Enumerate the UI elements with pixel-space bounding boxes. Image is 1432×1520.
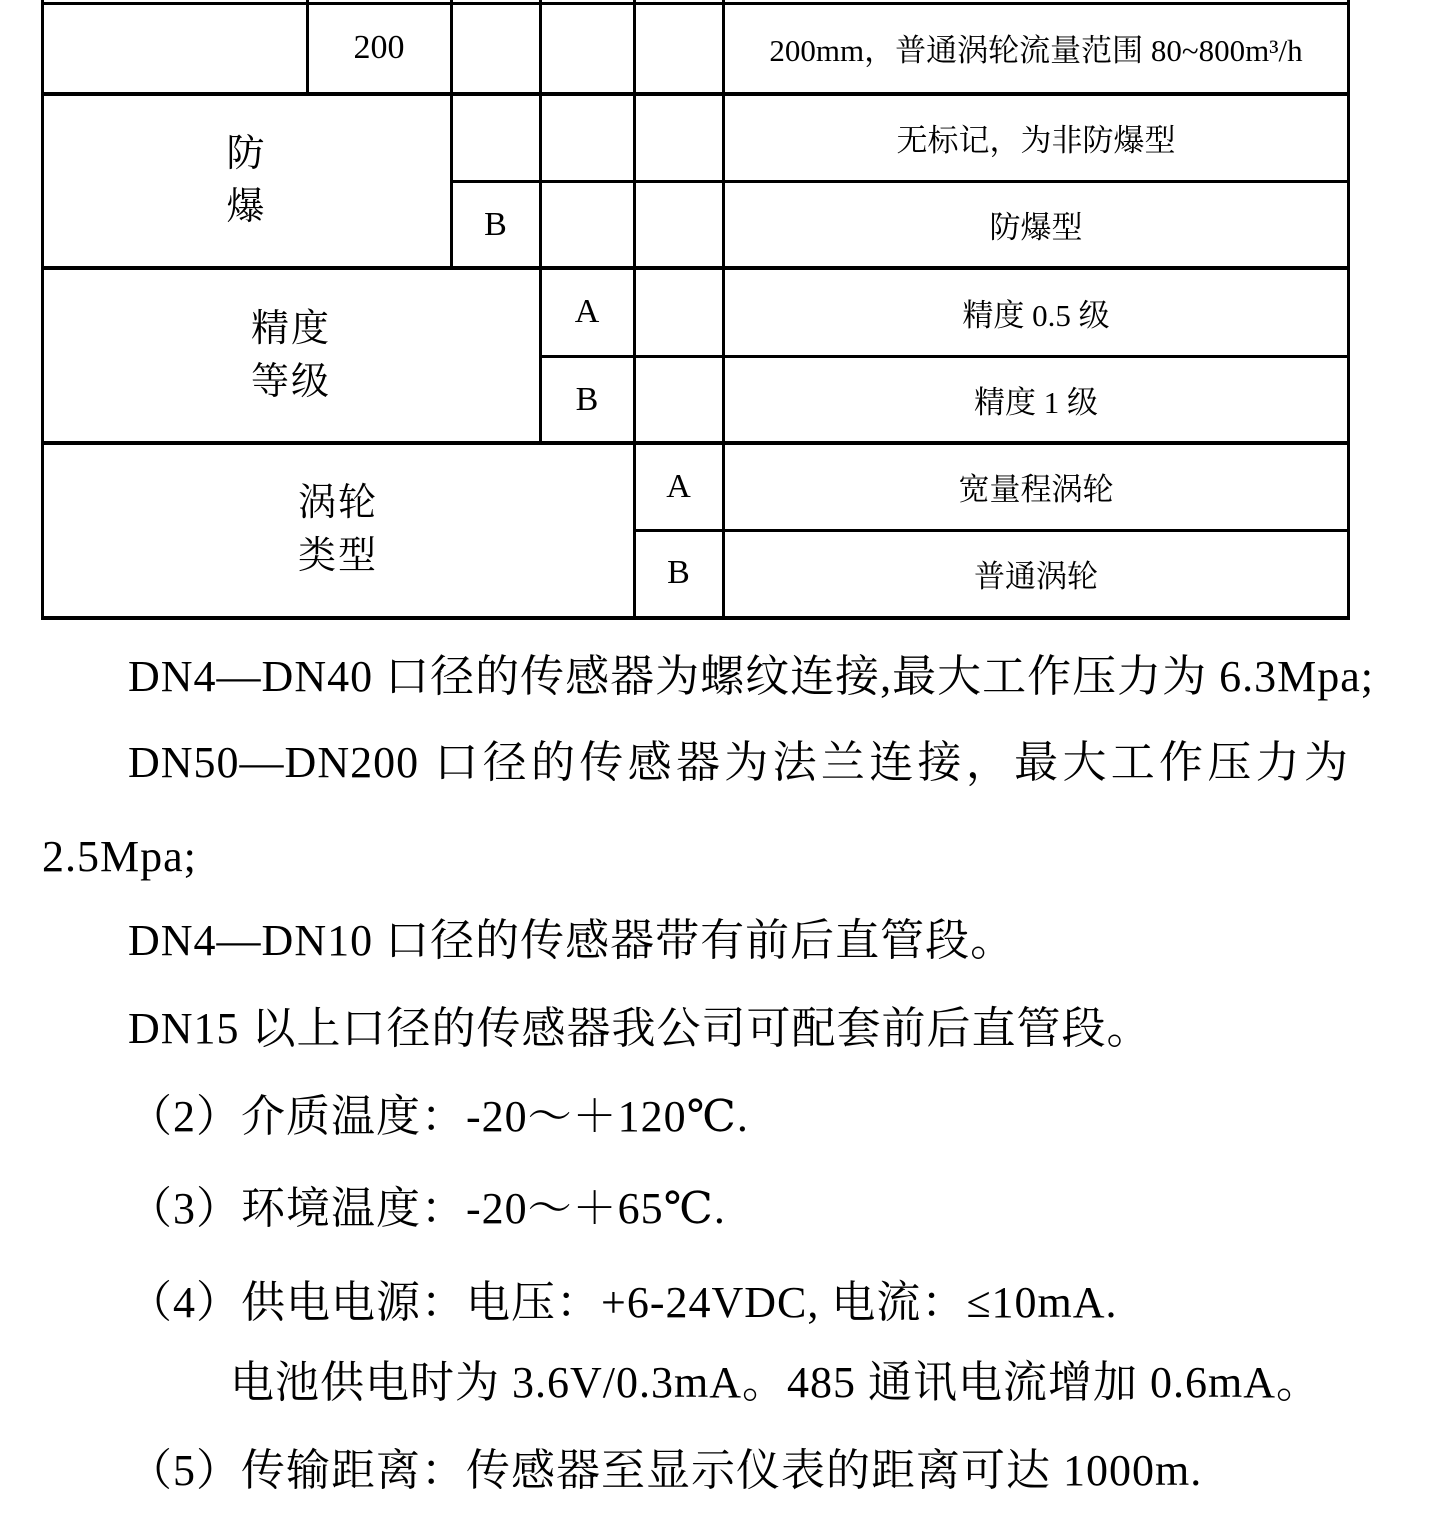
- paragraph-line: （5）传输距离：传感器至显示仪表的距离可达 1000m.: [128, 1446, 1203, 1495]
- group-label-line: 精度: [250, 307, 331, 350]
- option-code-cell: B: [484, 205, 507, 243]
- paragraph-line: 电池供电时为 3.6V/0.3mA。485 通讯电流增加 0.6mA。: [230, 1358, 1321, 1407]
- option-code-cell: A: [666, 467, 691, 505]
- option-desc-cell: 精度 0.5 级: [962, 297, 1110, 333]
- paragraph-line: 2.5Mpa;: [42, 832, 197, 881]
- option-desc-cell: 宽量程涡轮: [958, 472, 1114, 507]
- group-label-line: 涡轮: [297, 481, 378, 524]
- option-code-cell: B: [575, 380, 599, 418]
- group-label-line: 类型: [297, 534, 378, 577]
- option-desc-cell: 防爆型: [989, 210, 1083, 245]
- group-label-line: 爆: [226, 185, 267, 228]
- group-label-explosion-proof: [42, 93, 451, 268]
- paragraph-line: DN15 以上口径的传感器我公司可配套前后直管段。: [128, 1004, 1152, 1053]
- option-code-cell: B: [667, 554, 690, 591]
- paragraph-line: （4）供电电源：电压：+6-24VDC, 电流：≤10mA.: [128, 1278, 1118, 1327]
- option-code-cell: [451, 93, 540, 181]
- paragraph-line: （3）环境温度：-20～＋65℃.: [128, 1184, 726, 1233]
- paragraph-line: （2）介质温度：-20～＋120℃.: [128, 1092, 749, 1141]
- group-label-line: 防: [226, 132, 267, 175]
- option-code-cell: A: [574, 293, 600, 330]
- size-desc-cell: 200mm，普通涡轮流量范围 80~800m³/h: [769, 33, 1303, 68]
- size-code-cell: 200: [353, 28, 405, 66]
- group-label-turbine-type: [42, 443, 634, 616]
- paragraph-line: DN50—DN200 口径的传感器为法兰连接，最大工作压力为: [128, 738, 1349, 787]
- option-desc-cell: 无标记，为非防爆型: [896, 122, 1176, 158]
- table-border-line: [41, 616, 1350, 620]
- option-desc-cell: 精度 1 级: [974, 385, 1098, 420]
- group-label-accuracy-class: [42, 268, 540, 443]
- paragraph-line: DN4—DN10 口径的传感器带有前后直管段。: [128, 916, 1016, 965]
- option-desc-cell: 普通涡轮: [974, 558, 1098, 594]
- group-label-line: 等级: [250, 360, 331, 403]
- paragraph-line: DN4—DN40 口径的传感器为螺纹连接,最大工作压力为 6.3Mpa;: [128, 652, 1374, 701]
